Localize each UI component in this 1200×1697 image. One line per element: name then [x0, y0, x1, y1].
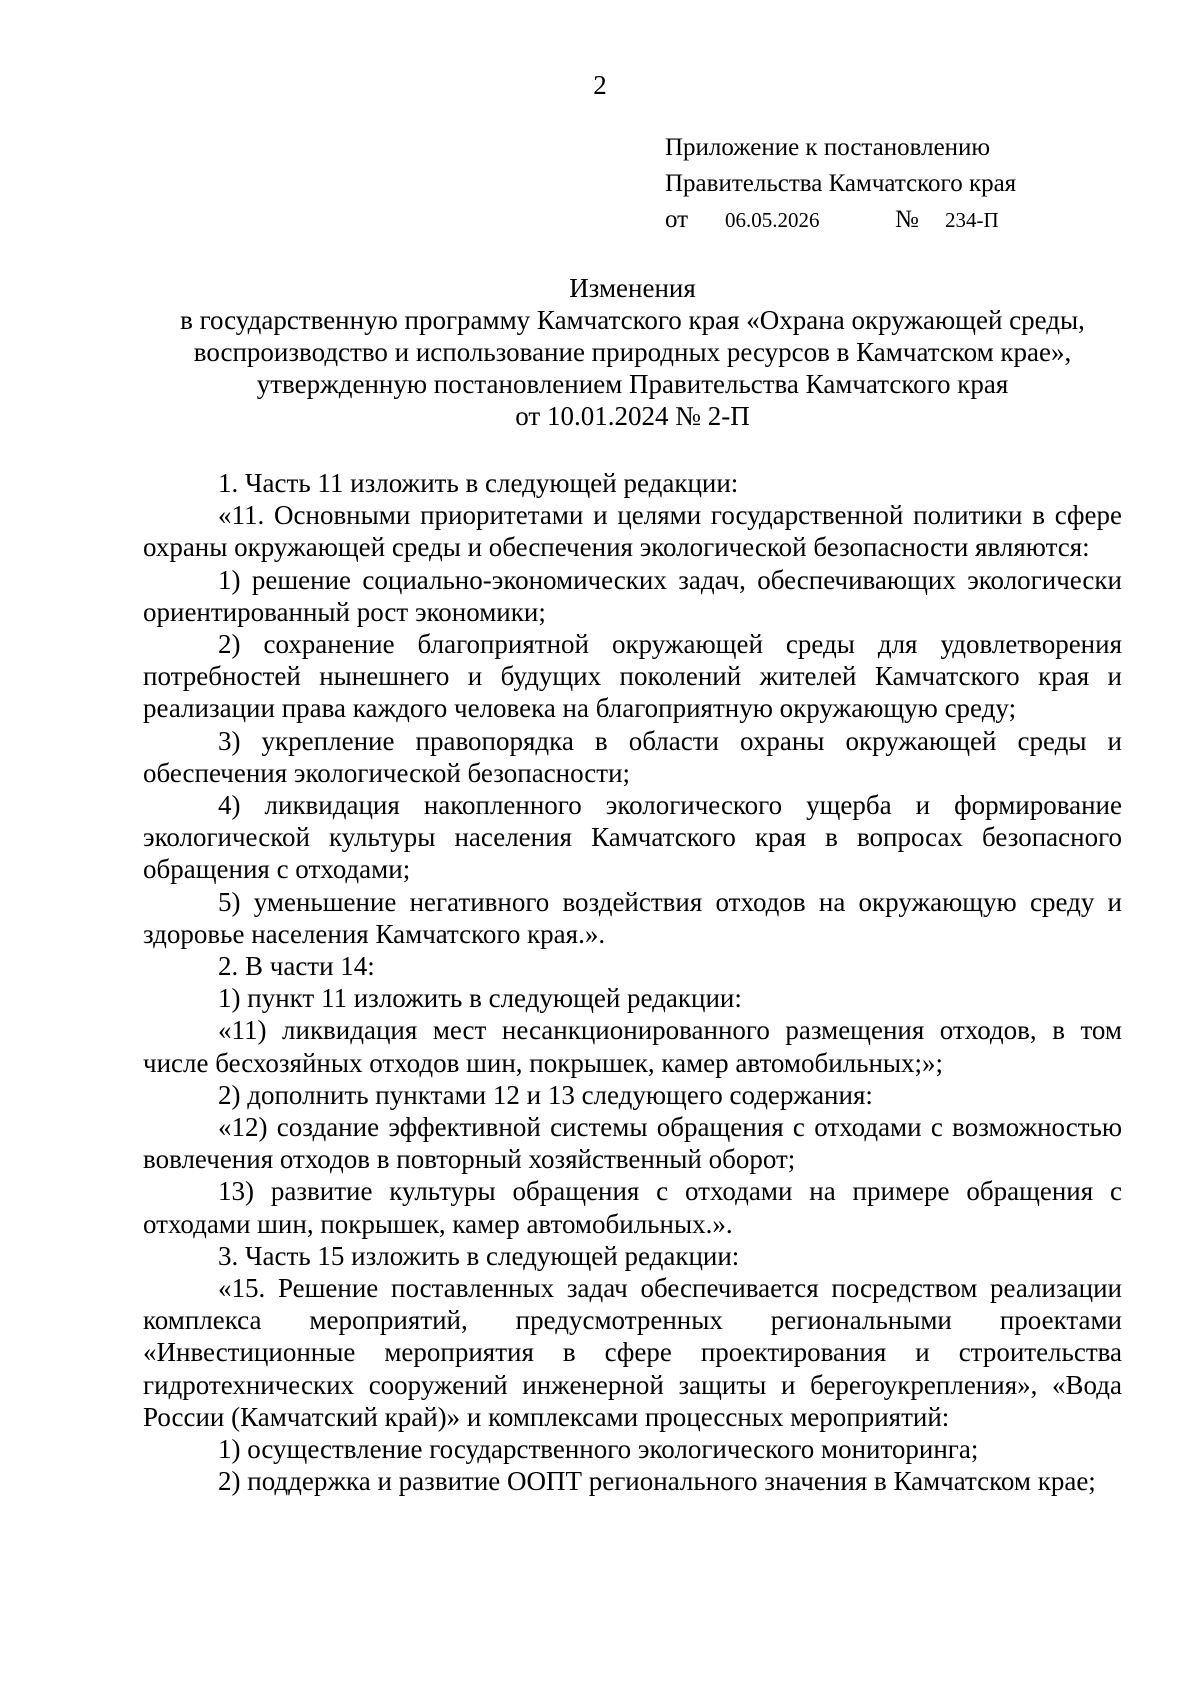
paragraph: 4) ликвидация накопленного экологического ущерба и формирование экологической культуры населения Камчатского края в вопросах безопасного обращения с отходами;: [143, 790, 1122, 885]
paragraph: 1. Часть 11 изложить в следующей редакции:: [218, 468, 739, 498]
paragraph: 3. Часть 15 изложить в следующей редакции:: [218, 1240, 740, 1271]
resolution-number: 234-П: [945, 208, 999, 232]
paragraph: 1) решение социально-экономических задач, обеспечивающих экологически ориентированный рост экономики;: [143, 564, 1122, 627]
paragraph: 1) осуществление государственного экологического мониторинга;: [218, 1434, 979, 1465]
paragraph: 1) пункт 11 изложить в следующей редакции:: [218, 983, 742, 1014]
paragraph: 2) дополнить пунктами 12 и 13 следующего содержания:: [218, 1079, 873, 1110]
paragraph: «12) создание эффективной системы обращения с отходами с возможностью вовлечения отходов в повторный хозяйственный оборот;: [143, 1112, 1122, 1175]
paragraph: 3) укрепление правопорядка в области охраны окружающей среды и обеспечения экологической безопасности;: [143, 725, 1122, 788]
title-line-5: от 10.01.2024 № 2-П: [515, 401, 750, 431]
resolution-date: 06.05.2026: [725, 208, 820, 232]
from-label: от: [665, 206, 689, 233]
page-number: 2: [593, 70, 607, 100]
paragraph: «15. Решение поставленных задач обеспечивается посредством реализации комплекса мероприятий, предусмотренных региональными проектами «Инвестиционные мероприятия в сфере проектирования и строительства гидротехнических сооружений инженерной защиты и берегоукрепления», «Вода России (Камчатский край)» и комплексами процессных мероприятий:: [143, 1273, 1122, 1432]
paragraph: 2. В части 14:: [218, 951, 375, 982]
paragraph: 2) поддержка и развитие ООПТ регионального значения в Камчатском крае;: [218, 1466, 1096, 1497]
appendix-header: [665, 130, 1016, 238]
title-line-4: утвержденную постановлением Правительства Камчатского края: [256, 369, 1009, 399]
title-line-1: Изменения: [569, 273, 696, 303]
number-sign: №: [895, 206, 919, 233]
appendix-line-2: Правительства Камчатского края: [665, 170, 1017, 197]
title-line-2: в государственную программу Камчатского края «Охрана окружающей среды,: [180, 305, 1085, 335]
document-body: [143, 467, 1122, 1498]
title-line-3: воспроизводство и использование природных ресурсов в Камчатском крае»,: [193, 337, 1072, 367]
paragraph: «11) ликвидация мест несанкционированного размещения отходов, в том числе бесхозяйных отходов шин, покрышек, камер автомобильных;»;: [143, 1015, 1122, 1078]
appendix-line-1: Приложение к постановлению: [665, 134, 991, 161]
paragraph: 13) развитие культуры обращения с отходами на примере обращения с отходами шин, покрышек, камер автомобильных.».: [143, 1176, 1122, 1239]
paragraph: «11. Основными приоритетами и целями государственной политики в сфере охраны окружающей среды и обеспечения экологической безопасности являются:: [143, 500, 1122, 563]
paragraph: 2) сохранение благоприятной окружающей среды для удовлетворения потребностей нынешнего и будущих поколений жителей Камчатского края и реализации права каждого человека на благоприятную окружающую среду;: [143, 629, 1122, 724]
appendix-date-line: [665, 202, 1016, 238]
paragraph: 5) уменьшение негативного воздействия отходов на окружающую среду и здоровье населения Камчатского края.».: [143, 886, 1122, 949]
document-title: [140, 272, 1125, 432]
